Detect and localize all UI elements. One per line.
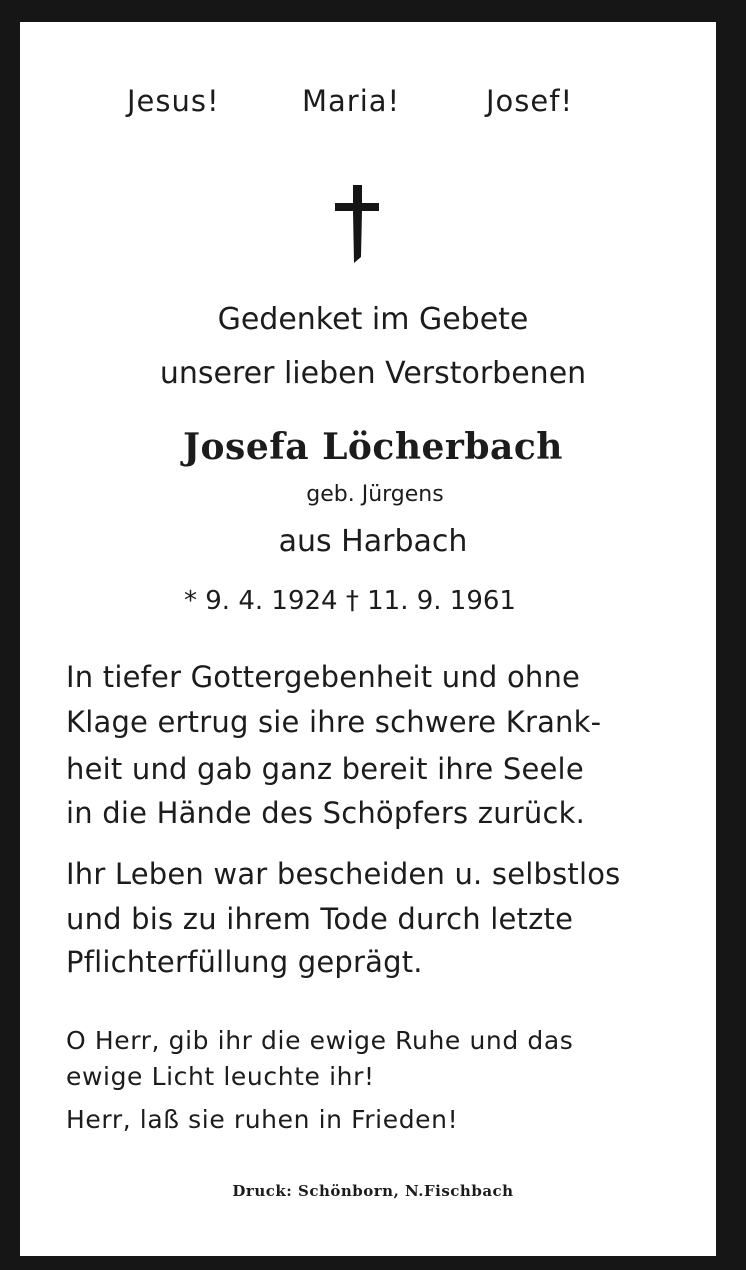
origin: aus Harbach — [278, 524, 468, 559]
invocation-jesus: Jesus! — [127, 84, 220, 118]
prayer-line: Herr, laß sie ruhen in Frieden! — [66, 1105, 459, 1134]
paragraph-2-line: Ihr Leben war bescheiden u. selbstlos — [66, 857, 621, 891]
life-dates: * 9. 4. 1924 † 11. 9. 1961 — [184, 586, 516, 616]
prayer-line: ewige Licht leuchte ihr! — [66, 1062, 375, 1091]
cross-icon — [335, 185, 379, 263]
prayer-line: O Herr, gib ihr die ewige Ruhe und das — [66, 1026, 574, 1055]
paragraph-1-line: in die Hände des Schöpfers zurück. — [66, 796, 586, 830]
paragraph-1-line: In tiefer Gottergebenheit und ohne — [66, 660, 581, 694]
paragraph-1-line: heit und gab ganz bereit ihre Seele — [66, 752, 584, 786]
invocation-maria: Maria! — [302, 84, 401, 118]
birth-name: geb. Jürgens — [306, 482, 444, 507]
intro-line-2: unserer lieben Verstorbenen — [159, 356, 587, 391]
invocation-josef: Josef! — [486, 84, 574, 118]
intro-line-1: Gedenket im Gebete — [217, 302, 529, 337]
printer-credit: Druck: Schönborn, N.Fischbach — [232, 1182, 514, 1200]
paragraph-1-line: Klage ertrug sie ihre schwere Krank- — [66, 705, 602, 739]
paragraph-2-line: und bis zu ihrem Tode durch letzte — [66, 902, 574, 936]
paragraph-2-line: Pflichterfüllung geprägt. — [66, 945, 423, 979]
deceased-name: Josefa Löcherbach — [183, 426, 563, 468]
invocation-row — [0, 84, 746, 124]
